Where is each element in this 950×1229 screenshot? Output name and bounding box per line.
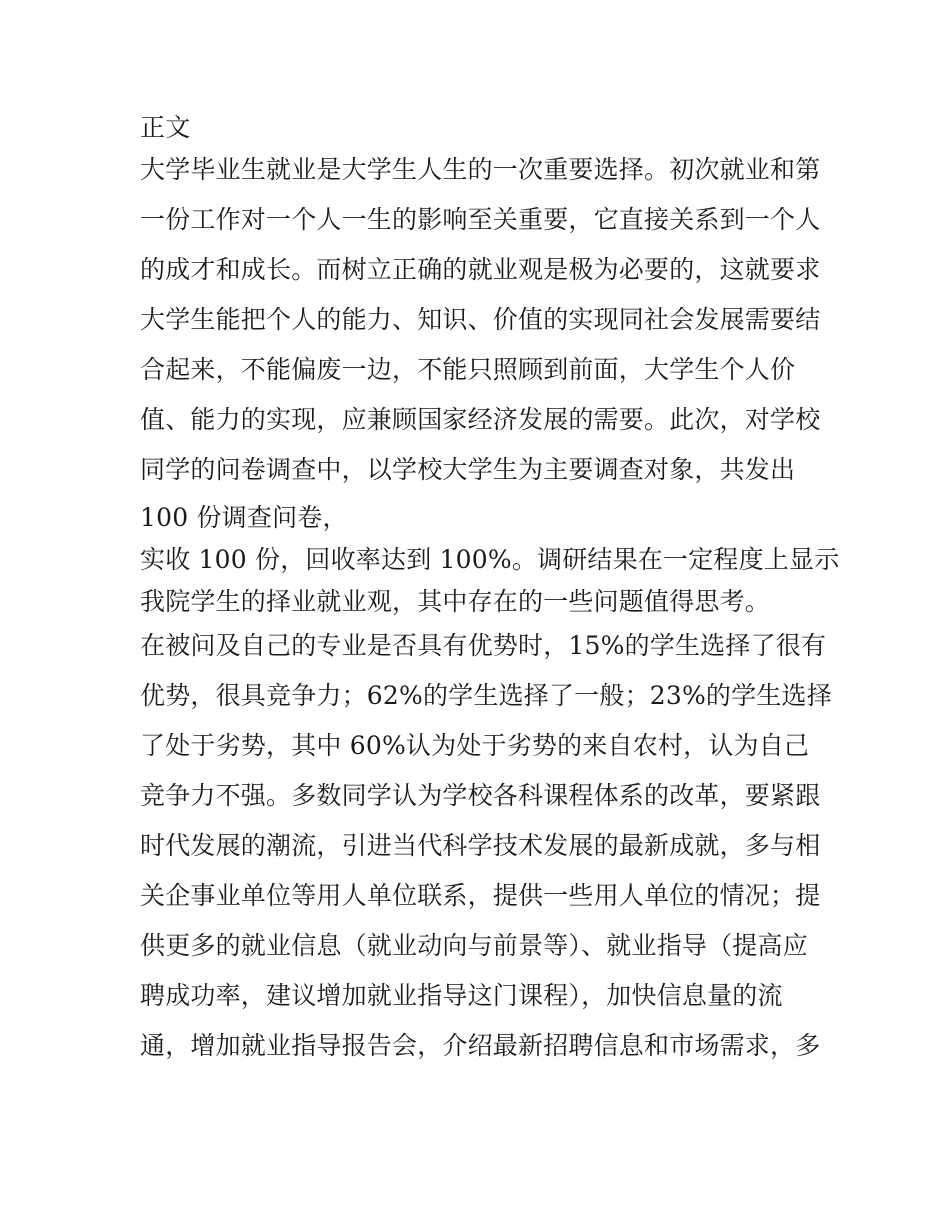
text-line: 了处于劣势，其中 60%认为处于劣势的来自农村，认为自己 <box>140 731 810 760</box>
text-line: 聘成功率，建议增加就业指导这门课程），加快信息量的流 <box>140 981 783 1010</box>
text-line: 优势，很具竞争力；62%的学生选择了一般；23%的学生选择 <box>140 681 832 710</box>
document-body <box>140 108 840 1074</box>
text-line: 通，增加就业指导报告会，介绍最新招聘信息和市场需求，多 <box>140 1031 821 1060</box>
text-line: 大学生能把个人的能力、知识、价值的实现同社会发展需要结 <box>140 305 821 334</box>
text-line: 的成才和成长。而树立正确的就业观是极为必要的，这就要求 <box>140 255 821 284</box>
text-line: 值、能力的实现，应兼顾国家经济发展的需要。此次，对学校 <box>140 405 821 434</box>
text-line: 100 份调查问卷， <box>140 503 348 532</box>
text-line: 竞争力不强。多数同学认为学校各科课程体系的改革，要紧跟 <box>140 781 821 810</box>
text-line: 合起来，不能偏废一边，不能只照顾到前面，大学生个人价 <box>140 355 796 384</box>
text-line: 我院学生的择业就业观，其中存在的一些问题值得思考。 <box>140 587 771 616</box>
text-line: 一份工作对一个人一生的影响至关重要，它直接关系到一个人 <box>140 205 821 234</box>
text-line: 供更多的就业信息（就业动向与前景等）、就业指导（提高应 <box>140 931 808 960</box>
section-heading: 正文 <box>140 113 191 142</box>
text-line: 时代发展的潮流，引进当代科学技术发展的最新成就，多与相 <box>140 831 821 860</box>
text-line: 在被问及自己的专业是否具有优势时，15%的学生选择了很有 <box>140 631 827 660</box>
text-line: 同学的问卷调查中，以学校大学生为主要调查对象，共发出 <box>140 455 796 484</box>
text-line: 实收 100 份，回收率达到 100%。调研结果在一定程度上显示 <box>140 545 840 574</box>
text-line: 大学毕业生就业是大学生人生的一次重要选择。初次就业和第 <box>140 155 821 184</box>
text-line: 关企事业单位等用人单位联系，提供一些用人单位的情况；提 <box>140 881 821 910</box>
